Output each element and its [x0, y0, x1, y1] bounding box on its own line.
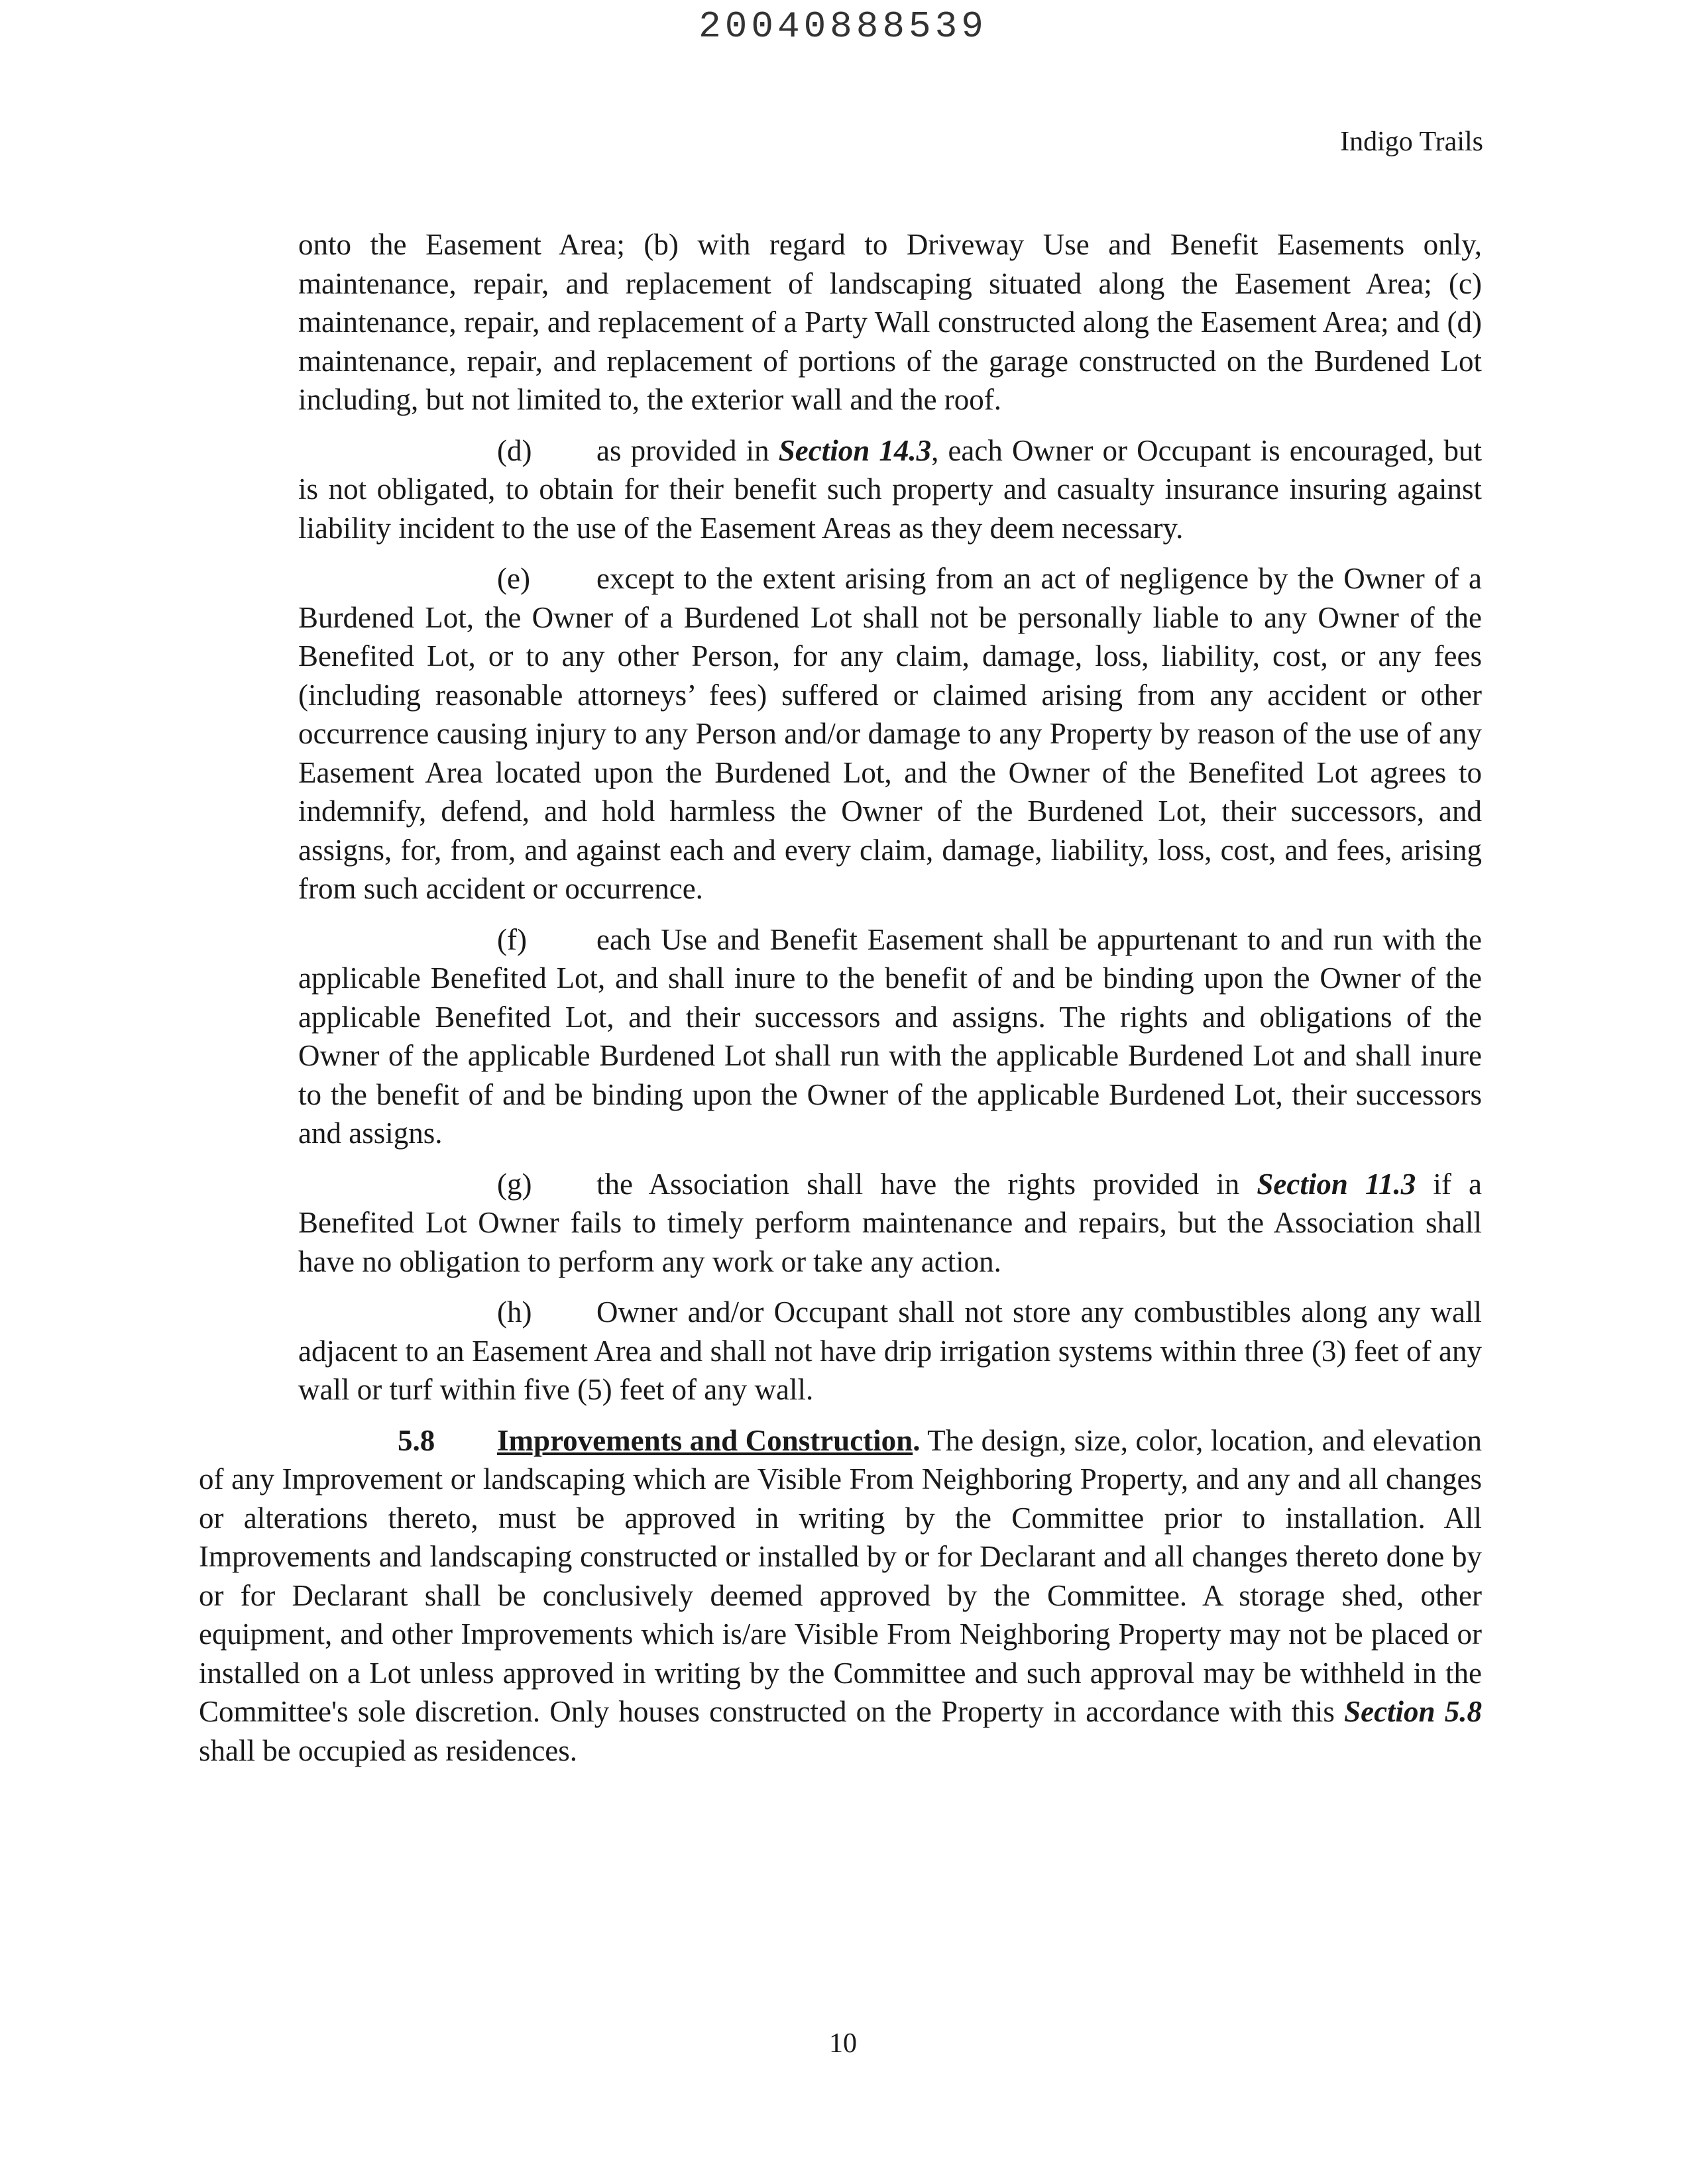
paragraph-continuation: onto the Easement Area; (b) with regard to Driveway Use and Benefit Easements only, maintenance, repair, and replacement of landscaping situated along the Easement Area; (c) maintenance, repair, and replacement of a Party Wall constructed along the Easement Area; and (d) maintenance, repair, and replacement of portions of the garage constructed on the Burdened Lot including, but not limited to, the exterior wall and the roof.: [298, 228, 1482, 416]
item-marker-f: (f): [497, 922, 527, 956]
section-5-8: [199, 1421, 1482, 1771]
section-reference-14-3: Section 14.3: [778, 433, 932, 467]
section-5-8-text-before: The design, size, color, location, and elevation of any Improvement or landscaping which are Visible From Neighboring Property, and any and all changes or alterations thereto, must be approved in writing by the Committee prior to installation. All Improvements and landscaping constructed or installed by or for Declarant and all changes thereto done by or for Declarant shall be conclusively deemed approved by the Committee. A storage shed, other equipment, and other Improvements which is/are Visible From Neighboring Property may not be placed or installed on a Lot unless approved in writing by the Committee and such approval may be withheld in the Committee's sole discretion. Only houses constructed on the Property in accordance with this: [199, 1423, 1482, 1728]
section-number: 5.8: [398, 1423, 435, 1457]
section-5-8-text-after: shall be occupied as residences.: [199, 1733, 578, 1767]
item-marker-g: (g): [497, 1167, 532, 1201]
paragraph-d: [199, 431, 1482, 548]
running-header: Indigo Trails: [1340, 127, 1483, 157]
item-marker-e: (e): [497, 562, 530, 595]
paragraph-e: [199, 559, 1482, 908]
document-body: [199, 225, 1482, 1782]
section-reference-11-3: Section 11.3: [1257, 1167, 1416, 1201]
paragraph-g-text-before: the Association shall have the rights provided in: [596, 1167, 1257, 1201]
item-marker-d: (d): [497, 433, 532, 467]
paragraph-f: [199, 920, 1482, 1153]
paragraph-g-text-after: if a Benefited Lot Owner fails to timely perform maintenance and repairs, but the Association shall have no obligation to perform any work or take any action.: [298, 1167, 1482, 1278]
page-number: 10: [829, 2028, 857, 2059]
paragraph-d-text-before: as provided in: [596, 433, 779, 467]
paragraph-h-text: Owner and/or Occupant shall not store any combustibles along any wall adjacent to an Easement Area and shall not have drip irrigation systems within three (3) feet of any wall or turf within five (5) feet of any wall.: [298, 1295, 1482, 1406]
paragraph-g: [199, 1165, 1482, 1282]
section-reference-5-8: Section 5.8: [1344, 1695, 1482, 1728]
paragraph-h: [199, 1293, 1482, 1409]
recording-number: 20040888539: [699, 5, 987, 48]
paragraph-d-text-after: , each Owner or Occupant is encouraged, but is not obligated, to obtain for their benefit such property and casualty insurance insuring against liability incident to the use of the Easement Areas as they deem necessary.: [298, 433, 1482, 545]
paragraph-f-text: each Use and Benefit Easement shall be appurtenant to and run with the applicable Benefited Lot, and shall inure to the benefit of and be binding upon the Owner of the applicable Benefited Lot, and their successors and assigns. The rights and obligations of the Owner of the applicable Burdened Lot shall run with the applicable Burdened Lot and shall inure to the benefit of and be binding upon the Owner of the applicable Burdened Lot, their successors and assigns.: [298, 922, 1482, 1150]
section-title-period: .: [913, 1423, 921, 1457]
section-title: Improvements and Construction: [497, 1423, 913, 1457]
item-marker-h: (h): [497, 1295, 532, 1329]
paragraph-e-text: except to the extent arising from an act of negligence by the Owner of a Burdened Lot, the Owner of a Burdened Lot shall not be personally liable to any Owner of the Benefited Lot, or to any other Person, for any claim, damage, loss, liability, cost, or any fees (including reasonable attorneys’ fees) suffered or claimed arising from any accident or other occurrence causing injury to any Person and/or damage to any Property by reason of the use of any Easement Area located upon the Burdened Lot, and the Owner of the Benefited Lot agrees to indemnify, defend, and hold harmless the Owner of the Burdened Lot, their successors, and assigns, for, from, and against each and every claim, damage, liability, loss, cost, and fees, arising from such accident or occurrence.: [298, 562, 1482, 905]
